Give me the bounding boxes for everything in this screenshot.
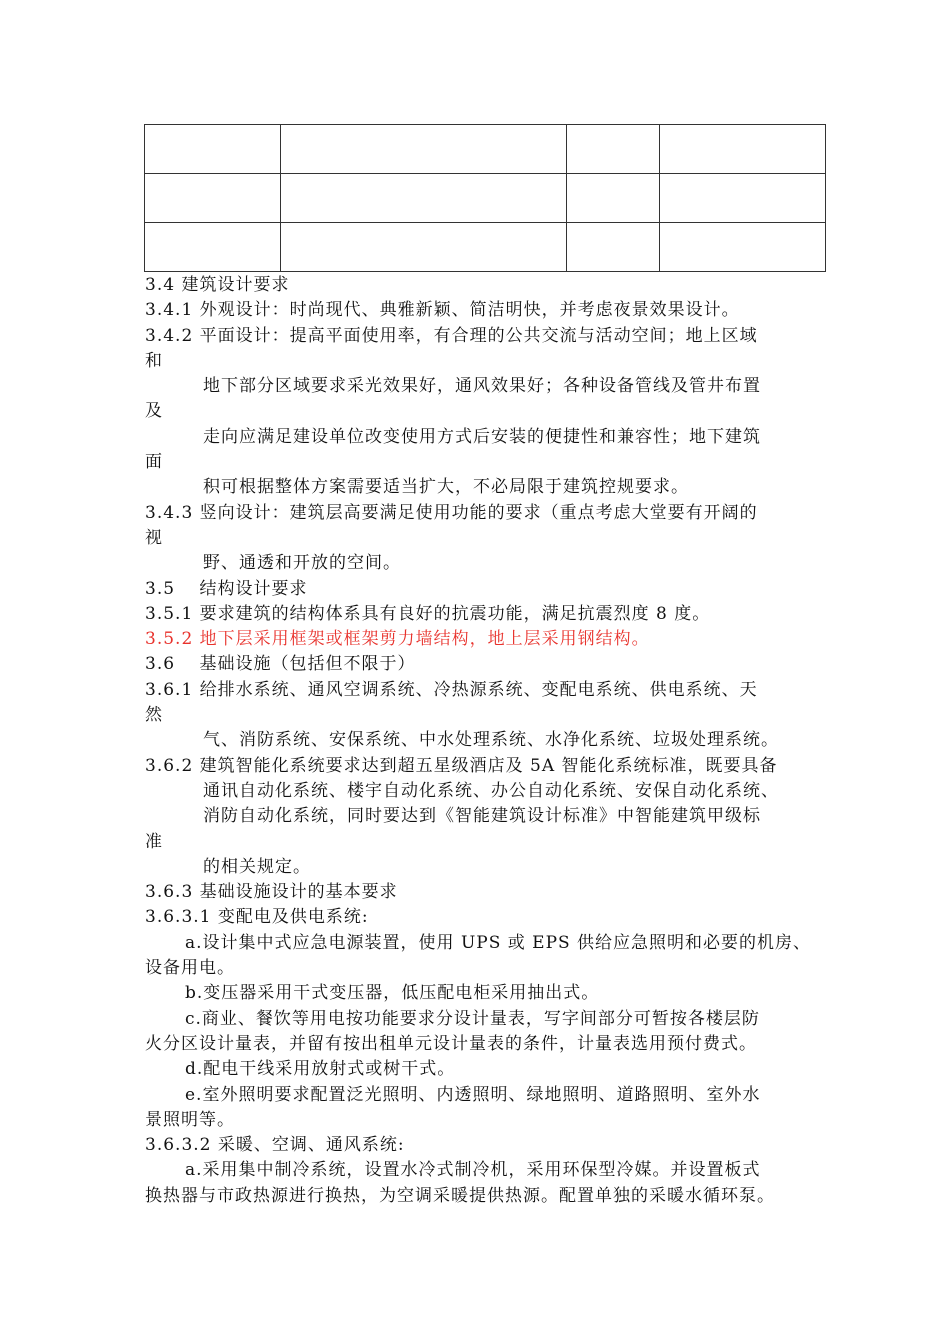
paragraph-line: 景照明等。 [145,1109,235,1130]
table-cell [660,174,826,223]
paragraph-line: c.商业、餐饮等用电按功能要求分设计量表，写字间部分可暂按各楼层防 [185,1008,760,1029]
paragraph-line: 火分区设计量表，并留有按出租单元设计量表的条件，计量表选用预付费式。 [145,1033,757,1054]
paragraph-line: 积可根据整体方案需要适当扩大，不必局限于建筑控规要求。 [203,477,689,498]
table-row [145,174,826,223]
table-cell [660,223,826,272]
paragraph-line: 3.6.1 给排水系统、通风空调系统、冷热源系统、变配电系统、供电系统、天 [145,679,758,700]
paragraph-line: 野、通透和开放的空间。 [203,553,401,574]
table-cell [145,223,281,272]
document-body [145,273,815,1209]
paragraph-line: 面 [145,452,163,473]
paragraph-line: 地下部分区域要求采光效果好，通风效果好；各种设备管线及管井布置 [203,376,761,397]
table-cell [145,174,281,223]
highlighted-paragraph-line: 3.5.2 地下层采用框架或框架剪力墙结构，地上层采用钢结构。 [145,629,650,650]
paragraph-line: a.采用集中制冷系统，设置水冷式制冷机，采用环保型冷媒。并设置板式 [185,1160,761,1181]
table-cell [145,125,281,174]
table-cell [567,223,660,272]
paragraph-line: 3.4 建筑设计要求 [145,275,290,295]
empty-table [144,124,826,272]
paragraph-line: 和 [145,350,163,371]
paragraph-line: 3.6.3.2 采暖、空调、通风系统: [145,1135,405,1156]
paragraph-line: 3.6.3.1 变配电及供电系统: [145,907,369,928]
paragraph-line: 然 [145,705,163,726]
table-cell [567,125,660,174]
paragraph-line: 换热器与市政热源进行换热，为空调采暖提供热源。配置单独的采暖水循环泵。 [145,1185,775,1206]
paragraph-line: 3.6 基础设施（包括但不限于） [145,654,416,675]
paragraph-line: b.变压器采用干式变压器，低压配电柜采用抽出式。 [185,983,600,1004]
paragraph-line: 3.5 结构设计要求 [145,578,308,599]
paragraph-line: 3.6.3 基础设施设计的基本要求 [145,882,398,903]
table-row [145,125,826,174]
paragraph-line: a.设计集中式应急电源装置，使用 UPS 或 EPS 供给应急照明和必要的机房、 [185,932,812,953]
table-cell [660,125,826,174]
paragraph-line: 视 [145,527,163,548]
paragraph-line: 3.5.1 要求建筑的结构体系具有良好的抗震功能，满足抗震烈度 8 度。 [145,603,711,624]
paragraph-line: 3.4.3 竖向设计：建筑层高要满足使用功能的要求（重点考虑大堂要有开阔的 [145,502,758,523]
paragraph-line: 准 [145,831,163,852]
paragraph-line: d.配电干线采用放射式或树干式。 [185,1059,456,1080]
paragraph-line: 3.4.1 外观设计：时尚现代、典雅新颖、简洁明快，并考虑夜景效果设计。 [145,300,740,321]
paragraph-line: 气、消防系统、安保系统、中水处理系统、水净化系统、垃圾处理系统。 [203,730,779,751]
paragraph-line: 及 [145,401,163,422]
paragraph-line: 走向应满足建设单位改变使用方式后安装的便捷性和兼容性；地下建筑 [203,426,761,447]
paragraph-line: 设备用电。 [145,958,235,979]
table-cell [281,174,567,223]
paragraph-line: 3.4.2 平面设计：提高平面使用率，有合理的公共交流与活动空间；地上区域 [145,325,758,346]
paragraph-line: 消防自动化系统，同时要达到《智能建筑设计标准》中智能建筑甲级标 [203,806,761,827]
table-row [145,223,826,272]
paragraph-line: 的相关规定。 [203,856,311,877]
table-cell [281,125,567,174]
table-cell [281,223,567,272]
paragraph-line: e.室外照明要求配置泛光照明、内透照明、绿地照明、道路照明、室外水 [185,1084,761,1105]
paragraph-line: 通讯自动化系统、楼宇自动化系统、办公自动化系统、安保自动化系统、 [203,780,779,801]
table-cell [567,174,660,223]
paragraph-line: 3.6.2 建筑智能化系统要求达到超五星级酒店及 5A 智能化系统标准，既要具备 [145,755,778,776]
